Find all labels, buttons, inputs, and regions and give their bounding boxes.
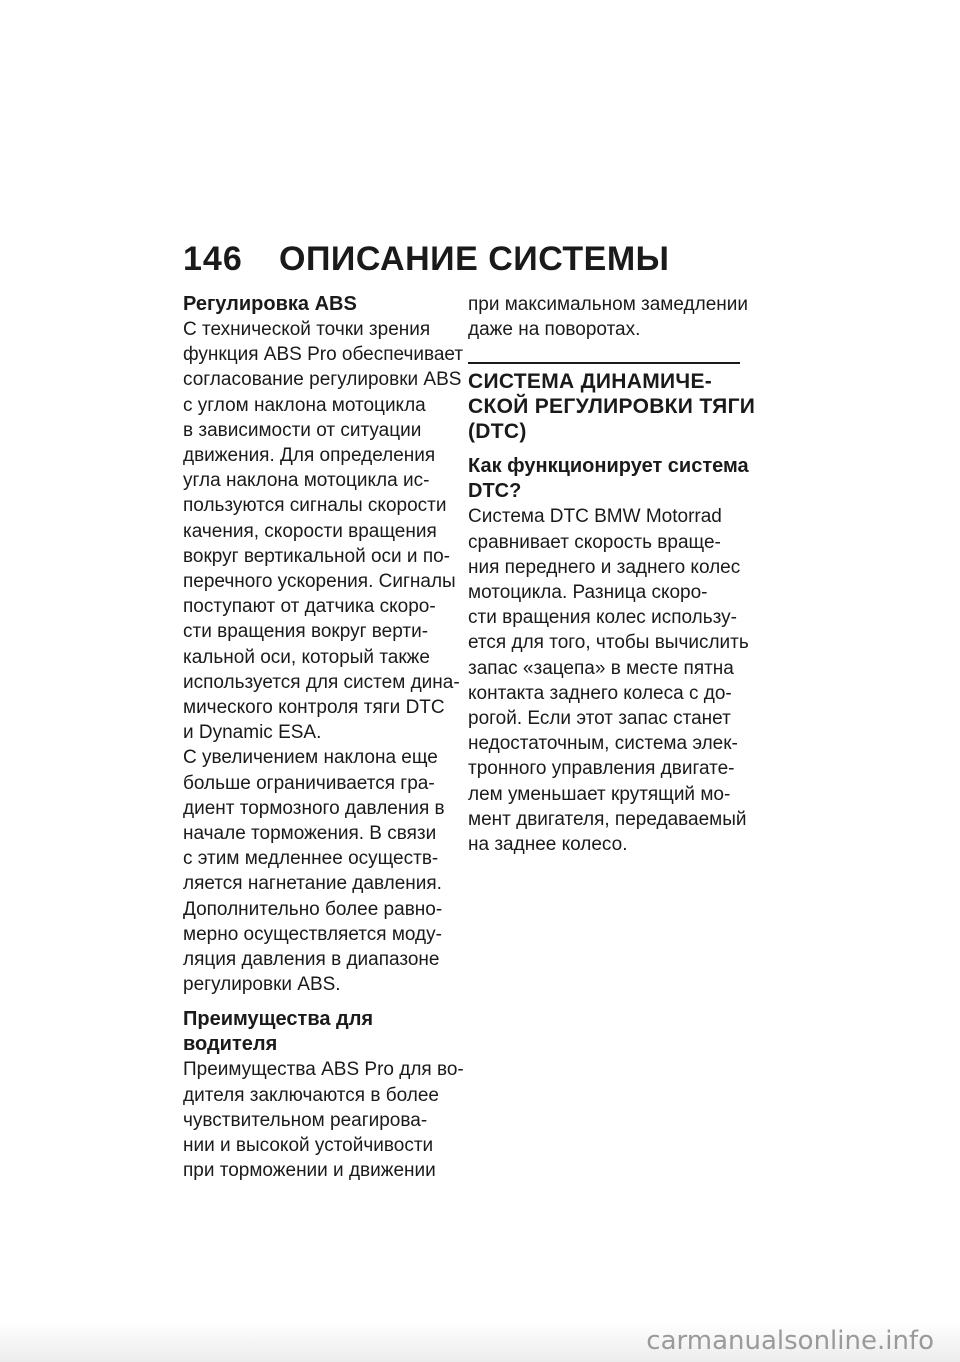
text-line: мент двигателя, передаваемый <box>468 808 747 830</box>
text-line: тронного управления двигате- <box>468 758 735 780</box>
text-line: качения, скорости вращения <box>183 520 437 542</box>
text-line: и Dynamic ESA. <box>183 722 322 744</box>
text-line: мического контроля тяги DTC <box>183 697 445 719</box>
how-heading <box>468 454 749 504</box>
text-line: недостаточным, система элек- <box>468 733 738 755</box>
chapter-title: ОПИСАНИЕ СИСТЕМЫ <box>279 240 670 278</box>
text-line: дителя заключаются в более <box>183 1084 439 1106</box>
text-line: угла наклона мотоцикла ис- <box>183 470 430 492</box>
text-line: перечного ускорения. Сигналы <box>183 571 456 593</box>
text-line: мерно осуществляется моду- <box>183 923 442 945</box>
text-line: контакта заднего колеса с до- <box>468 682 732 704</box>
watermark: carmanualsonline.info <box>646 1326 934 1356</box>
page-number: 146 <box>183 240 243 278</box>
dtc-section-title <box>468 369 756 444</box>
text-line: с углом наклона мотоцикла <box>183 394 426 416</box>
text-line: лем уменьшает крутящий мо- <box>468 783 731 805</box>
text-line: рогой. Если этот запас станет <box>468 708 731 730</box>
abs-paragraph-1 <box>183 317 464 745</box>
right-column <box>468 292 756 857</box>
abs-paragraph-2 <box>183 745 453 997</box>
text-line: водителя <box>183 1033 278 1056</box>
text-line: используется для систем дина- <box>183 671 460 693</box>
text-line: ляция давления в диапазоне <box>183 949 440 971</box>
text-line: чувствительном реагирова- <box>183 1109 428 1131</box>
text-line: поступают от датчика скоро- <box>183 596 436 618</box>
text-line: при максимальном замедлении <box>468 294 748 315</box>
continuation-paragraph <box>468 292 748 342</box>
text-line: С увеличением наклона еще <box>183 747 438 769</box>
text-line: движения. Для определения <box>183 445 436 467</box>
text-line: мотоцикла. Разница скоро- <box>468 582 708 604</box>
text-line: кальной оси, который также <box>183 646 430 668</box>
text-line: пользуются сигналы скорости <box>183 495 447 517</box>
text-line: Преимущества ABS Pro для во- <box>183 1059 464 1081</box>
text-line: Как функционирует система <box>468 455 749 478</box>
text-line: вокруг вертикальной оси и по- <box>183 545 451 567</box>
text-line: СИСТЕМА ДИНАМИЧЕ- <box>468 370 713 394</box>
text-line: DTC? <box>468 480 522 503</box>
text-line: СКОЙ РЕГУЛИРОВКИ ТЯГИ <box>468 395 756 419</box>
text-line: регулировки ABS. <box>183 974 341 996</box>
text-line: С технической точки зрения <box>183 319 431 340</box>
page-header <box>183 240 669 279</box>
text-line: в зависимости от ситуации <box>183 419 422 441</box>
left-column <box>183 292 464 1184</box>
text-line: функция ABS Pro обеспечивает <box>183 344 464 366</box>
how-paragraph <box>468 504 749 857</box>
text-line: сти вращения вокруг верти- <box>183 621 429 643</box>
text-line: (DTC) <box>468 420 527 444</box>
text-line: Дополнительно более равно- <box>183 898 443 920</box>
benefits-paragraph <box>183 1057 464 1183</box>
text-line: ния переднего и заднего колес <box>468 556 741 578</box>
text-line: начале торможения. В связи <box>183 823 437 845</box>
text-line: даже на поворотах. <box>468 319 641 341</box>
text-line: с этим медленнее осуществ- <box>183 848 439 870</box>
section-divider <box>468 362 740 364</box>
text-line: ляется нагнетание давления. <box>183 873 442 895</box>
text-line: Преимущества для <box>183 1008 374 1031</box>
text-line: ется для того, чтобы вычислить <box>468 632 749 654</box>
abs-heading: Регулировка ABS <box>183 293 357 315</box>
text-line: запас «зацепа» в месте пятна <box>468 657 734 679</box>
text-line: диент тормозного давления в <box>183 797 445 819</box>
text-line: согласование регулировки ABS <box>183 369 462 391</box>
text-line: больше ограничивается гра- <box>183 772 435 794</box>
text-line: сти вращения колес использу- <box>468 607 737 629</box>
text-line: Система DTC BMW Motorrad <box>468 506 722 528</box>
text-line: при торможении и движении <box>183 1160 436 1182</box>
footer-band <box>0 1322 960 1362</box>
text-line: на заднее колесо. <box>468 834 628 856</box>
text-line: сравнивает скорость враще- <box>468 531 721 553</box>
benefits-heading <box>183 1007 453 1057</box>
text-line: нии и высокой устойчивости <box>183 1135 434 1157</box>
